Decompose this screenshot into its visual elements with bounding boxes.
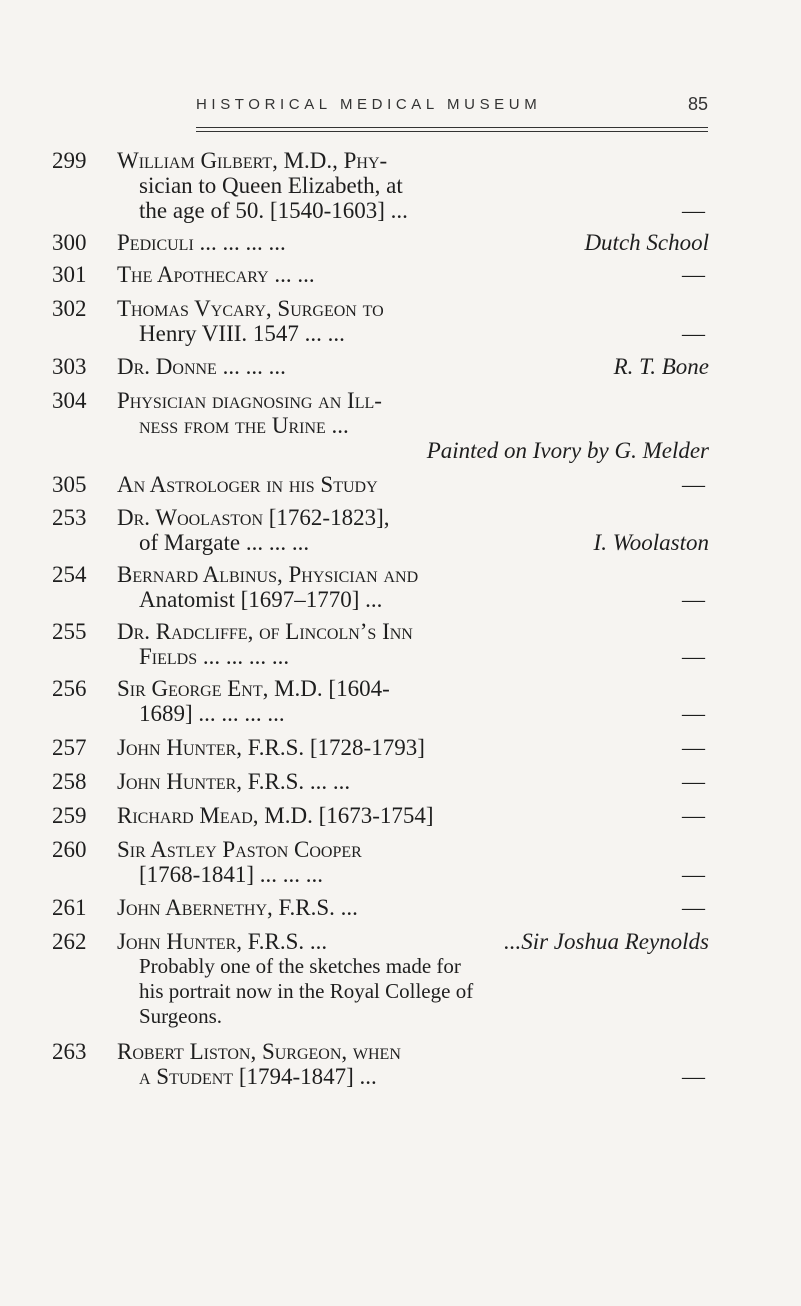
entry-title-line: Dr. Woolaston [1762-1823], xyxy=(117,505,390,530)
entry-number: 259 xyxy=(52,803,87,828)
entry-attribution: — xyxy=(682,1064,705,1089)
entry-attribution: — xyxy=(682,321,705,346)
entry-title-line: John Hunter, F.R.S. ... ... xyxy=(117,769,351,794)
entry-number: 263 xyxy=(52,1039,87,1064)
entry-attribution: — xyxy=(682,644,705,669)
entry-title-line: Anatomist [1697–1770] ... xyxy=(139,587,383,612)
entry-number: 255 xyxy=(52,619,87,644)
entry-title-line: William Gilbert, M.D., Phy- xyxy=(117,148,388,173)
entry-number: 260 xyxy=(52,837,87,862)
entry-note-line: Probably one of the sketches made for xyxy=(139,954,461,978)
entry-title-line: 1689] ... ... ... ... xyxy=(139,701,285,726)
entry-title-line: Physician diagnosing an Ill- xyxy=(117,388,382,413)
entry-title-line: Pediculi ... ... ... ... xyxy=(117,230,286,255)
entry-number: 300 xyxy=(52,230,87,255)
entry-title-line: Robert Liston, Surgeon, when xyxy=(117,1039,401,1064)
entry-number: 253 xyxy=(52,505,87,530)
entry-title-line: the age of 50. [1540-1603] ... xyxy=(139,198,408,223)
entry-number: 301 xyxy=(52,262,87,287)
entry-number: 262 xyxy=(52,929,87,954)
header-rule xyxy=(196,131,708,132)
entry-title-line: Henry VIII. 1547 ... ... xyxy=(139,321,345,346)
entry-attribution: — xyxy=(682,895,705,920)
entry-number: 254 xyxy=(52,562,87,587)
entry-title-line: John Abernethy, F.R.S. ... xyxy=(117,895,358,920)
entry-title-line: Dr. Donne ... ... ... xyxy=(117,354,286,379)
entry-attribution: — xyxy=(682,862,705,887)
entry-attribution: ...Sir Joshua Reynolds xyxy=(503,929,709,954)
entry-attribution: Painted on Ivory by G. Melder xyxy=(426,438,709,463)
entry-number: 303 xyxy=(52,354,87,379)
entry-title-line: John Hunter, F.R.S. [1728-1793] xyxy=(117,735,425,760)
header-rule xyxy=(196,127,708,128)
entry-number: 305 xyxy=(52,472,87,497)
entry-title-line: a Student [1794-1847] ... xyxy=(139,1064,377,1089)
page-number: 85 xyxy=(687,94,708,114)
entry-number: 258 xyxy=(52,769,87,794)
entry-title-line: An Astrologer in his Study xyxy=(117,472,378,497)
entry-attribution: — xyxy=(682,803,705,828)
entry-attribution: Dutch School xyxy=(584,230,709,255)
entry-attribution: — xyxy=(682,701,705,726)
entry-note-line: his portrait now in the Royal College of xyxy=(139,979,474,1003)
page-header xyxy=(196,94,708,124)
entry-title-line: Sir Astley Paston Cooper xyxy=(117,837,362,862)
entry-number: 302 xyxy=(52,296,87,321)
entry-title-line: John Hunter, F.R.S. ... xyxy=(117,929,328,954)
entry-title-line: ness from the Urine ... xyxy=(139,413,349,438)
entry-number: 304 xyxy=(52,388,87,413)
running-title: HISTORICAL MEDICAL MUSEUM xyxy=(196,96,542,113)
entry-attribution: I. Woolaston xyxy=(593,530,709,555)
entry-attribution: — xyxy=(682,262,705,287)
entry-attribution: — xyxy=(682,587,705,612)
entry-note xyxy=(139,954,699,1029)
entry-title-line: of Margate ... ... ... xyxy=(139,530,310,555)
entry-attribution: — xyxy=(682,735,705,760)
entry-title-line: The Apothecary ... ... xyxy=(117,262,315,287)
entry-title-line: Sir George Ent, M.D. [1604- xyxy=(117,676,390,701)
entry-number: 256 xyxy=(52,676,87,701)
entry-number: 261 xyxy=(52,895,87,920)
entry-attribution: — xyxy=(682,472,705,497)
entry-title-line: Bernard Albinus, Physician and xyxy=(117,562,419,587)
entry-note-line: Surgeons. xyxy=(139,1004,223,1028)
entry-attribution: — xyxy=(682,198,705,223)
entry-number: 299 xyxy=(52,148,87,173)
entry-title-line: Dr. Radcliffe, of Lincoln’s Inn xyxy=(117,619,413,644)
entry-title-line: Thomas Vycary, Surgeon to xyxy=(117,296,384,321)
entry-attribution: R. T. Bone xyxy=(613,354,709,379)
entry-number: 257 xyxy=(52,735,87,760)
entry-title-line: sician to Queen Elizabeth, at xyxy=(139,173,403,198)
entry-title-line: Richard Mead, M.D. [1673-1754] xyxy=(117,803,434,828)
entry-title-line: Fields ... ... ... ... xyxy=(139,644,290,669)
entry-attribution: — xyxy=(682,769,705,794)
entry-title-line: [1768-1841] ... ... ... xyxy=(139,862,323,887)
